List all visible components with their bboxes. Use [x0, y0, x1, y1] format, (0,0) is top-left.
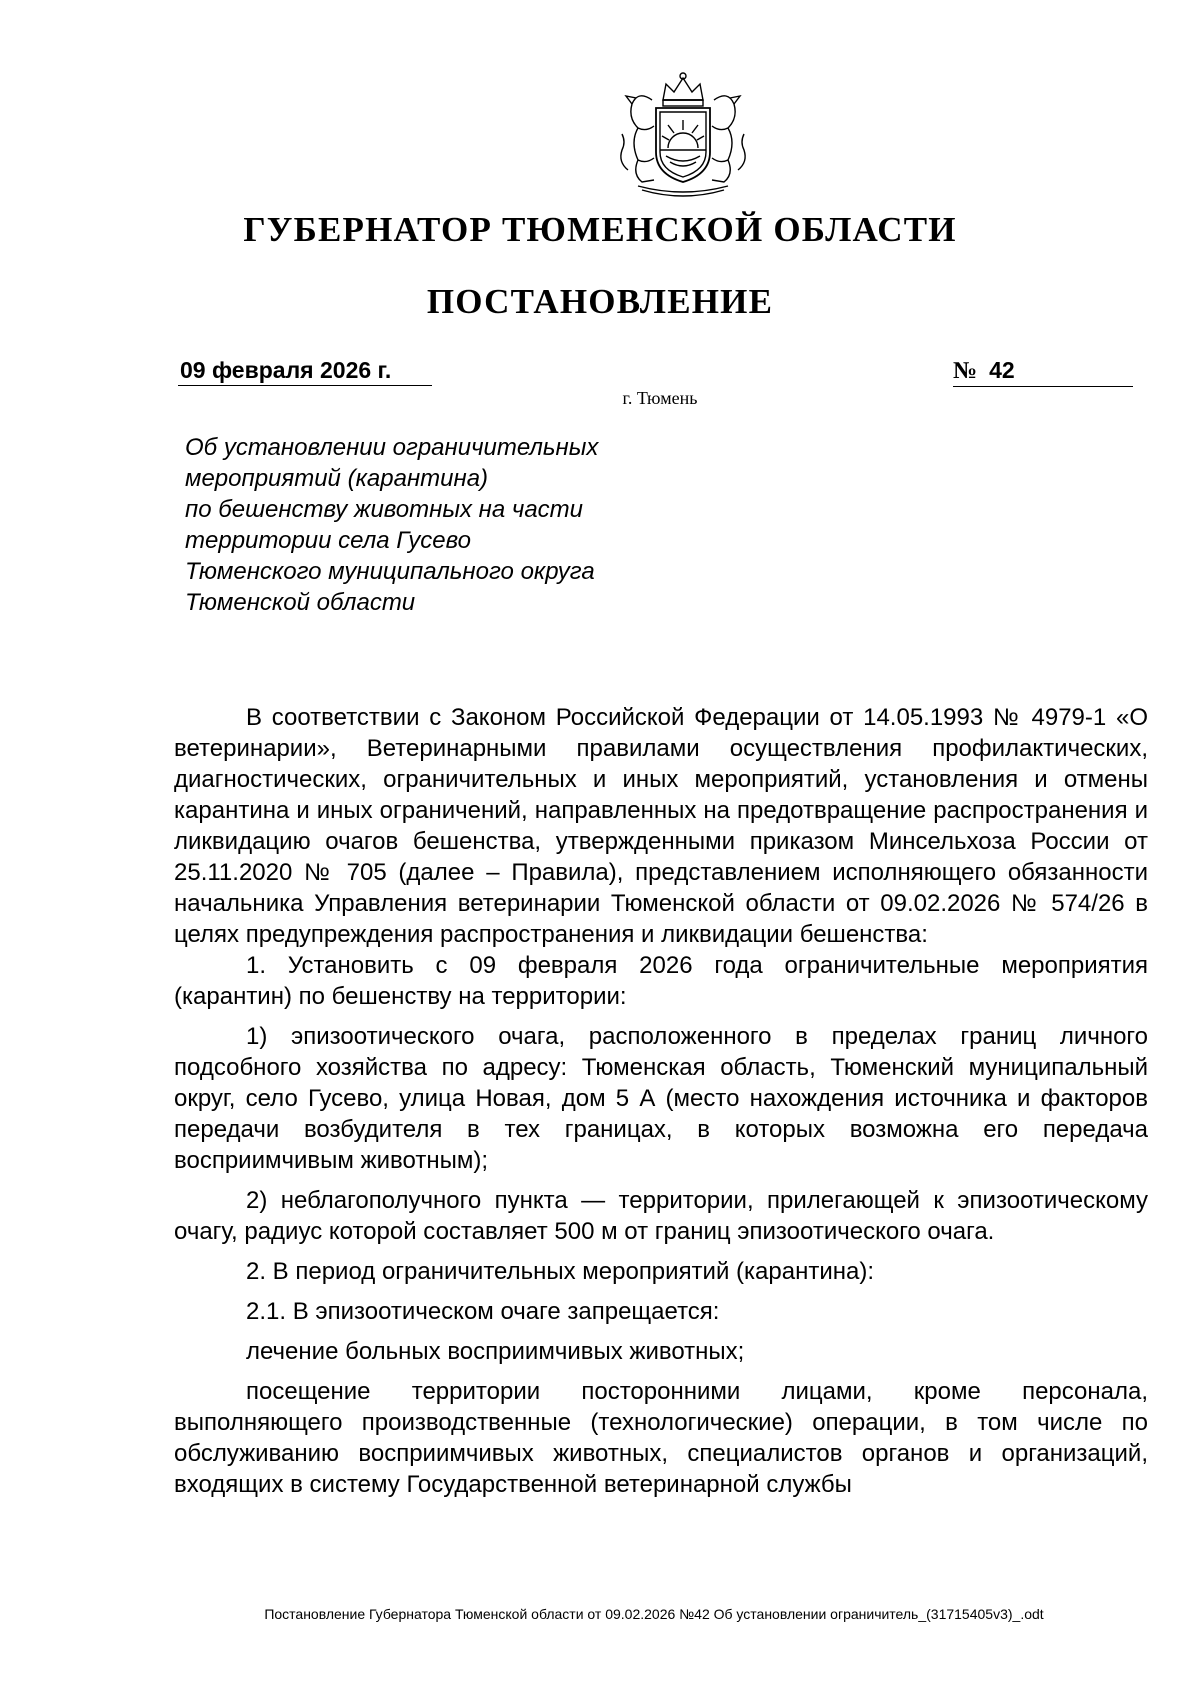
body-paragraph: 1) эпизоотического очага, расположенного в пределах границ личного подсобного хозяйства по адресу: Тюменская область, Тюменский муниципальный округ, село Гусево, улица Новая, дом 5 А (место нахождения источника и факторов передачи возбудителя в тех границах, в которых возможна его передача восприимчивым животным);: [174, 1023, 1148, 1174]
body-paragraph: 1. Установить с 09 февраля 2026 года ограничительные мероприятия (карантин) по бешенству на территории:: [174, 952, 1148, 1010]
document-number: 42: [989, 357, 1015, 383]
subject-line: по бешенству животных на части: [185, 496, 584, 523]
document-subject: [185, 432, 705, 618]
document-body: [174, 702, 1148, 1509]
document-number-field: [953, 355, 1133, 387]
body-paragraph: лечение больных восприимчивых животных;: [246, 1338, 745, 1365]
document-date: 09 февраля 2026 г.: [178, 355, 432, 386]
body-paragraph: 2.1. В эпизоотическом очаге запрещается:: [246, 1298, 720, 1325]
issuing-authority: ГУБЕРНАТОР ТЮМЕНСКОЙ ОБЛАСТИ: [243, 210, 957, 249]
number-sign: №: [953, 358, 978, 384]
subject-line: мероприятий (карантина): [185, 465, 489, 492]
body-paragraph: 2. В период ограничительных мероприятий (карантина):: [246, 1258, 875, 1285]
body-paragraph: 2) неблагополучного пункта — территории, прилегающей к эпизоотическому очагу, радиус которой составляет 500 м от границ эпизоотического очага.: [174, 1187, 1148, 1245]
coat-of-arms-icon: [608, 70, 758, 200]
subject-line: Тюменской области: [185, 589, 416, 616]
footer-filename: Постановление Губернатора Тюменской области от 09.02.2026 №42 Об установлении ограничитель_(31715405v3)_.odt: [264, 1606, 1044, 1622]
subject-line: территории села Гусево: [185, 527, 471, 554]
body-paragraph: посещение территории посторонними лицами, кроме персонала, выполняющего производственные (технологические) операции, в том числе по обслуживанию восприимчивых животных, специалистов органов и организаций, входящих в систему Государственной ветеринарной службы: [174, 1378, 1148, 1498]
subject-line: Об установлении ограничительных: [185, 434, 599, 461]
document-city: г. Тюмень: [622, 388, 698, 408]
body-paragraph: В соответствии с Законом Российской Федерации от 14.05.1993 № 4979-1 «О ветеринарии», Ветеринарными правилами осуществления профилактических, диагностических, ограничительных и иных мероприятий, установления и отмены карантина и иных ограничений, направленных на предотвращение распространения и ликвидацию очагов бешенства, утвержденными приказом Минсельхоза России от 25.11.2020 № 705 (далее – Правила), представлением исполняющего обязанности начальника Управления ветеринарии Тюменской области от 09.02.2026 № 574/26 в целях предупреждения распространения и ликвидации бешенства:: [174, 704, 1148, 948]
subject-line: Тюменского муниципального округа: [185, 558, 595, 585]
document-type: ПОСТАНОВЛЕНИЕ: [426, 282, 774, 321]
